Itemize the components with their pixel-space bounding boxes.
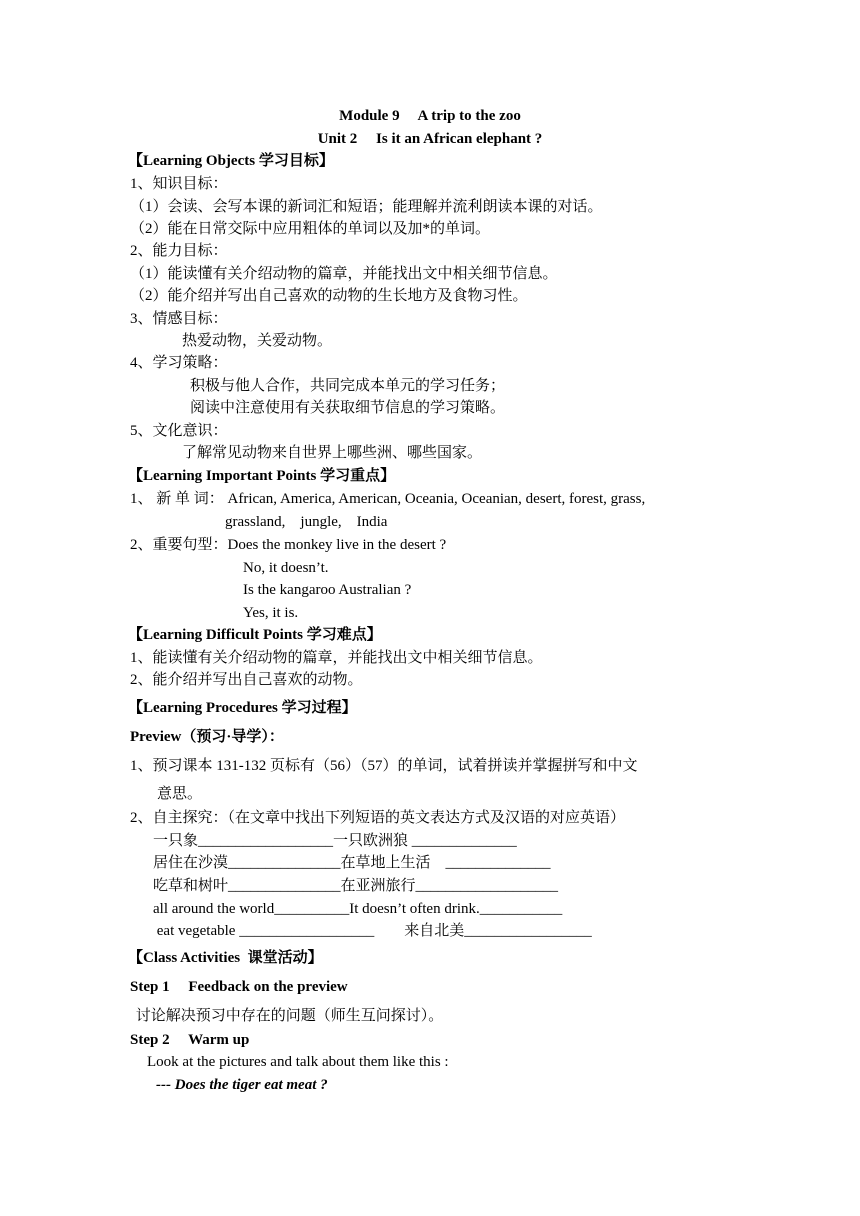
objectives-line: （1）会读、会写本课的新词汇和短语；能理解并流利朗读本课的对话。	[130, 199, 603, 215]
objectives-line: 了解常见动物来自世界上哪些洲、哪些国家。	[182, 445, 483, 461]
step2-example: --- Does the tiger eat meat ?	[156, 1077, 328, 1093]
procedures-line: 1、预习课本 131-132 页标有（56）（57）的单词，试着拼读并掌握拼写和中文	[130, 758, 638, 774]
procedures-line: 吃草和树叶_______________在亚洲旅行___________________	[153, 878, 559, 894]
document-subtitle: Unit 2 Is it an African elephant ?	[317, 131, 543, 147]
step1-text: 讨论解决预习中存在的问题（师生互问探讨）。	[132, 1008, 444, 1024]
objectives-line: （2）能在日常交际中应用粗体的单词以及加*的单词。	[130, 221, 491, 237]
objectives-line: （1）能读懂有关介绍动物的篇章，并能找出文中相关细节信息。	[130, 266, 558, 282]
important-line: Yes, it is.	[243, 605, 299, 621]
objectives-line: 3、情感目标：	[130, 311, 228, 327]
objectives-line: 4、学习策略：	[130, 355, 228, 371]
objectives-heading: 【Learning Objects 学习目标】	[128, 153, 334, 169]
important-line: 2、重要句型：Does the monkey live in the desert ?	[130, 537, 447, 553]
procedures-heading: 【Learning Procedures 学习过程】	[128, 700, 357, 716]
important-line: grassland, jungle, India	[225, 514, 388, 530]
important-heading: 【Learning Important Points 学习重点】	[128, 468, 396, 484]
procedures-line: 2、自主探究：（在文章中找出下列短语的英文表达方式及汉语的对应英语）	[130, 810, 626, 826]
objectives-line: 阅读中注意使用有关获取细节信息的学习策略。	[190, 400, 506, 416]
important-line: No, it doesn’t.	[243, 560, 329, 576]
step2-heading: Step 2 Warm up	[130, 1032, 250, 1048]
procedures-line: 意思。	[157, 786, 203, 802]
objectives-line: （2）能介绍并写出自己喜欢的动物的生长地方及食物习性。	[130, 288, 528, 304]
document-title: Module 9 A trip to the zoo	[339, 108, 521, 124]
objectives-line: 2、能力目标：	[130, 243, 228, 259]
objectives-line: 5、文化意识：	[130, 423, 228, 439]
step1-heading: Step 1 Feedback on the preview	[130, 979, 348, 995]
procedures-line: 居住在沙漠_______________在草地上生活 ______________	[153, 855, 551, 871]
difficult-heading: 【Learning Difficult Points 学习难点】	[128, 627, 382, 643]
objectives-line: 1、知识目标：	[130, 176, 228, 192]
objectives-line: 积极与他人合作，共同完成本单元的学习任务；	[190, 378, 506, 394]
difficult-line: 2、能介绍并写出自己喜欢的动物。	[130, 672, 363, 688]
procedures-line: eat vegetable __________________ 来自北美_________________	[153, 923, 592, 939]
important-line: 1、 新 单 词： African, America, American, Oceania, Oceanian, desert, forest, grass,	[130, 491, 646, 507]
objectives-line: 热爱动物，关爱动物。	[182, 333, 333, 349]
procedures-line: all around the world__________It doesn’t often drink.___________	[153, 901, 563, 917]
activities-heading: 【Class Activities 课堂活动】	[128, 950, 323, 966]
important-line: Is the kangaroo Australian ?	[243, 582, 412, 598]
step2-text: Look at the pictures and talk about them like this :	[147, 1054, 449, 1070]
preview-heading: Preview（预习·导学）：	[130, 729, 284, 745]
difficult-line: 1、能读懂有关介绍动物的篇章，并能找出文中相关细节信息。	[130, 650, 543, 666]
procedures-line: 一只象__________________一只欧洲狼 ______________	[153, 833, 517, 849]
